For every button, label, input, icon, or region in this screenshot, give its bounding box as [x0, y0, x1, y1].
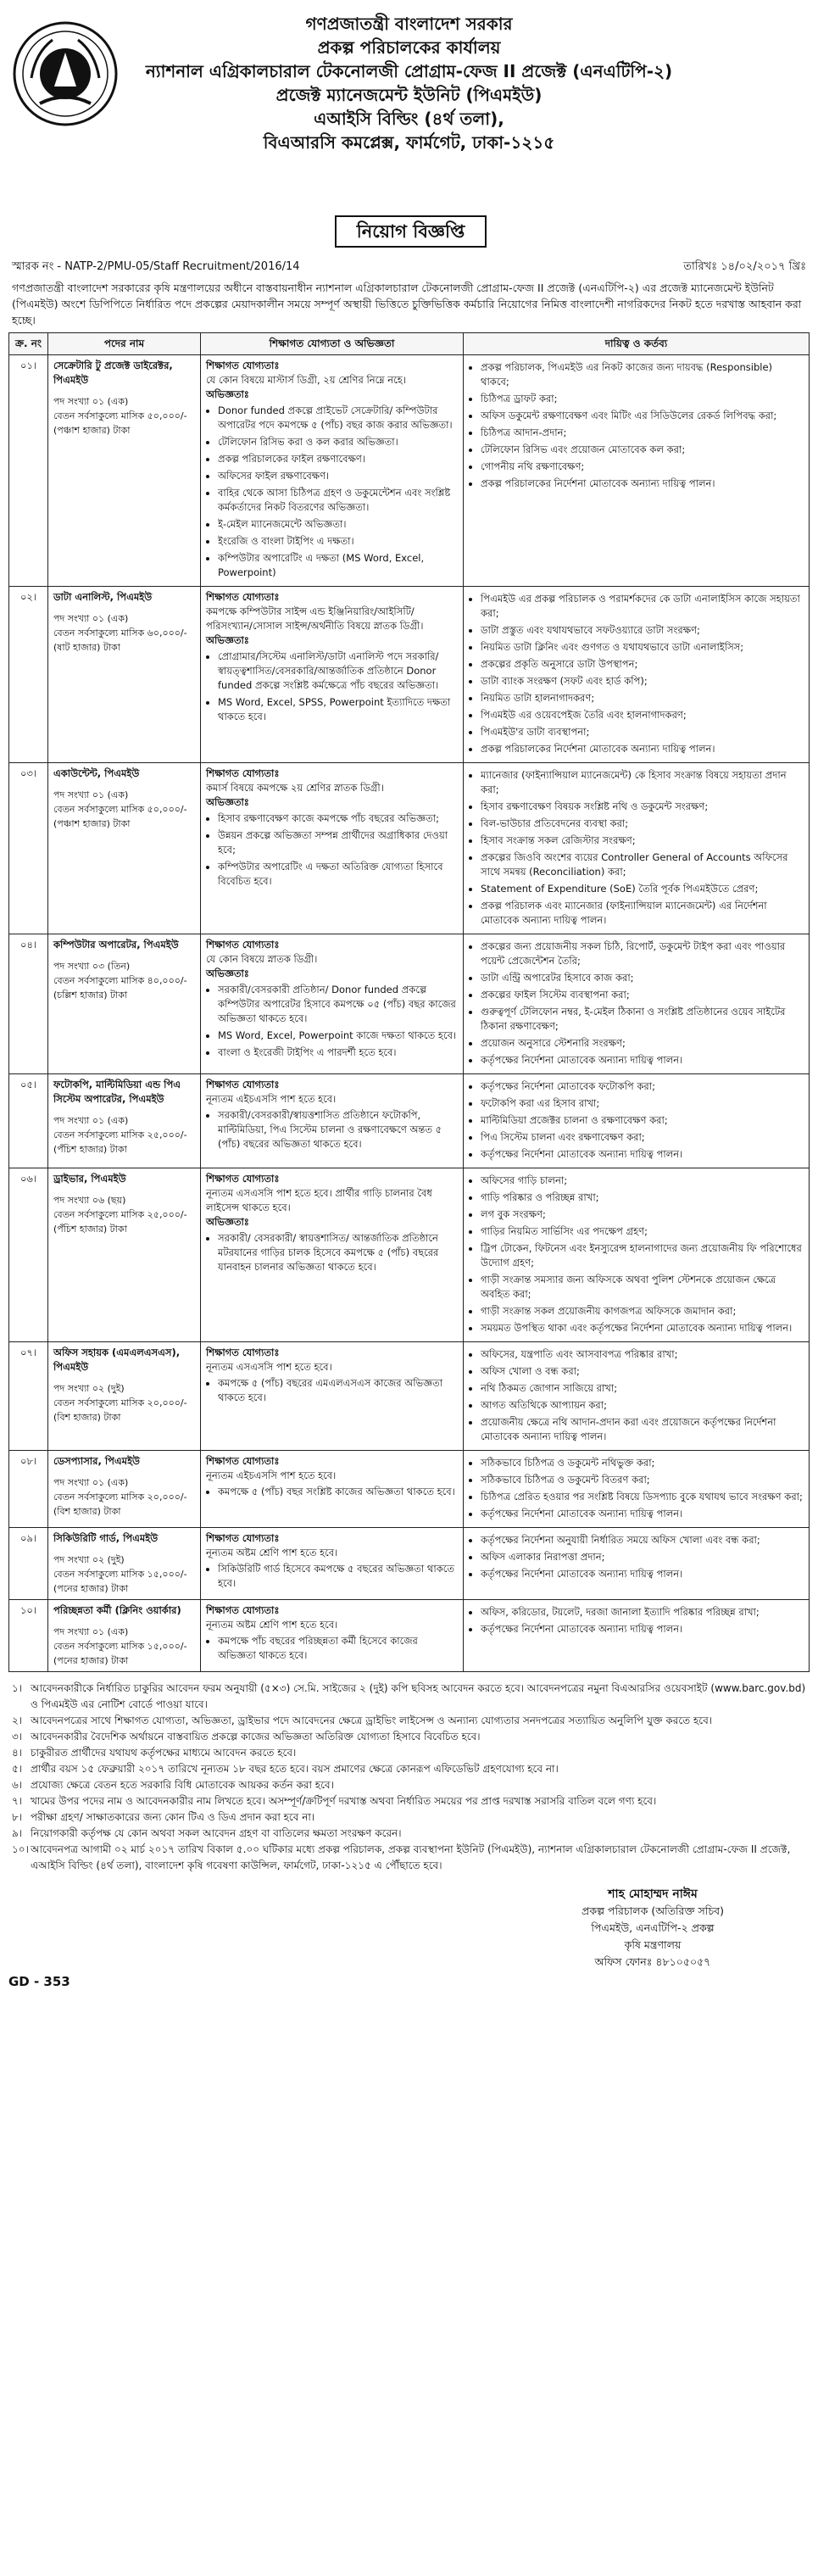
signatory-designation: প্রকল্প পরিচালক (অতিরিক্ত সচিব) [582, 1904, 724, 1917]
condition-number: ৯। [12, 1827, 23, 1839]
table-row [9, 1528, 810, 1600]
condition-text: আবেদনপত্র আগামী ০২ মার্চ ২০১৭ তারিখ বিকাল ৫.০০ ঘটিকার মধ্যে প্রকল্প পরিচালক, প্রকল্প ব্যবস্থাপনা ইউনিট (পিএমইউ), ন্যাশনাল এগ্রিকালচারাল টেকনোলজী প্রোগ্রাম-ফেজ II প্রজেক্ট, এআইসি বিল্ডিং (৪র্থ তলা), বাংলাদেশ কৃষি গবেষণা কাউন্সিল, ফার্মগেট, ঢাকা-১২১৫ এ পৌঁছাতে হবে। [31, 1843, 791, 1871]
qualification-heading: শিক্ষাগত যোগ্যতাঃ [206, 939, 280, 951]
duty-item: • পিএ সিস্টেম চালনা এবং রক্ষণাবেক্ষণ করা; [481, 1130, 804, 1145]
condition-item [8, 1745, 810, 1761]
signature-block [526, 1886, 780, 1971]
qualification-heading: শিক্ষাগত যোগ্যতাঃ [206, 360, 280, 371]
table-row [9, 1451, 810, 1528]
post-salary: বেতন সর্বসাকুল্যে মাসিক ১৫,০০০/- (পনের হাজার) টাকা [53, 1641, 187, 1666]
experience-item: • সরকারী/বেসরকারী প্রতিষ্ঠান/ Donor funded প্রকল্পে কম্পিউটার অপারেটর হিসাবে কমপক্ষে ০৫ (পাঁচ) বছর কাজের অভিজ্ঞতা থাকতে হবে। [218, 983, 458, 1026]
qualification-text: কমার্স বিষয়ে কমপক্ষে ২য় শ্রেণির স্নাতক ডিগ্রী। [206, 782, 384, 794]
condition-number: ৭। [12, 1795, 23, 1807]
duties-cell [464, 763, 810, 934]
duty-item: • ট্রিপ টোকেন, ফিটনেস এবং ইনস্যুরেন্স হালনাগাদের জন্য প্রয়োজনীয় ফি পরিশোধের উদ্যোগ গ্রহণ; [481, 1241, 804, 1270]
experience-item: • প্রকল্প পরিচালকের ফাইল রক্ষণাবেক্ষণ। [218, 452, 458, 466]
qualification-cell [201, 1451, 464, 1528]
duty-item: • ম্যানেজার (ফাইন্যান্সিয়াল ম্যানেজমেন্ট) কে হিসাব সংক্রান্ত বিষয়ে সহায়তা প্রদান করা; [481, 768, 804, 797]
post-count: পদ সংখ্যা ০৬ (ছয়) [53, 1195, 126, 1206]
post-count: পদ সংখ্যা ০১ (এক) [53, 1626, 129, 1637]
duties-cell [464, 1528, 810, 1600]
duty-item: • প্রয়োজনীয় ক্ষেত্রে নথি আদান-প্রদান করা এবং প্রয়োজনে কর্তৃপক্ষের নির্দেশনা মোতাবেক অন্যান্য দায়িত্ব পালন। [481, 1415, 804, 1444]
letterhead-text [127, 12, 691, 154]
duties-cell [464, 1342, 810, 1451]
post-salary: বেতন সর্বসাকুল্যে মাসিক ৫০,০০০/- (পঞ্চাশ হাজার) টাকা [53, 410, 187, 436]
post-name: ড্রাইভার, পিএমইউ [53, 1173, 126, 1185]
duty-item: • লগ বুক সংরক্ষণ; [481, 1207, 804, 1222]
condition-text: আবেদনকারীকে নির্ধারিত চাকুরির আবেদন ফরম অনুযায়ী (৫×৩) সে.মি. সাইজের ২ (দুই) কপি ছবিসহ আবেদন করতে হবে। আবেদনপত্রের নমুনা বিএআরসির ওয়েবসাইট (www.barc.gov.bd) ও পিএমইউ এর নোটিশ বোর্ডে পাওয়া যাবে। [31, 1682, 806, 1710]
post-salary: বেতন সর্বসাকুল্যে মাসিক ২৫,০০০/- (পঁচিশ হাজার) টাকা [53, 1129, 187, 1155]
memo-date: তারিখঃ ১৪/০২/২০১৭ খ্রিঃ [683, 260, 806, 273]
qualification-cell [201, 1528, 464, 1600]
duty-item: • অফিস খোলা ও বন্ধ করা; [481, 1364, 804, 1379]
experience-item: • MS Word, Excel, Powerpoint কাজে দক্ষতা থাকতে হবে। [218, 1029, 458, 1043]
posts-table [8, 332, 810, 1672]
post-name: ফটোকপি, মাল্টিমিডিয়া এন্ড পিএ সিস্টেম অপারেটর, পিএমইউ [53, 1079, 181, 1105]
qualification-text: নূন্যতম এসএসসি পাশ হতে হবে। [206, 1361, 332, 1373]
duty-item: • প্রকল্প পরিচালকের নির্দেশনা মোতাবেক অন্যান্য দায়িত্ব পালন। [481, 742, 804, 756]
duty-item: • বিল-ভাউচার প্রতিবেদনের ব্যবস্থা করা; [481, 817, 804, 831]
post-count: পদ সংখ্যা ০৩ (তিন) [53, 961, 131, 972]
duty-item: • প্রকল্পের জন্য প্রয়োজনীয় সকল চিঠি, রিপোর্ট, ডকুমেন্ট টাইপ করা এবং পাওয়ার পয়েন্ট প্রেজেন্টেশন তৈরি; [481, 940, 804, 968]
letterhead [0, 0, 818, 212]
experience-item: • MS Word, Excel, SPSS, Powerpoint ইত্যাদিতে দক্ষতা থাকতে হবে। [218, 695, 458, 724]
duty-item: • আগত অতিথিকে আপ্যায়ন করা; [481, 1398, 804, 1413]
experience-item: • বাহির থেকে আসা চিঠিপত্র গ্রহণ ও ডকুমেন্টেশন এবং সংশ্লিষ্ট কর্মকর্তাদের নিকট বিতরণের অভিজ্ঞতা। [218, 486, 458, 515]
experience-item: • কম্পিউটার অপারেটিং এ দক্ষতা (MS Word, Excel, Powerpoint) [218, 551, 458, 580]
post-name: ডেসপ্যাসার, পিএমইউ [53, 1455, 141, 1467]
condition-item [8, 1842, 810, 1874]
table-row [9, 1168, 810, 1342]
qualification-text: যে কোন বিষয়ে স্নাতক ডিগ্রী। [206, 953, 318, 965]
post-cell [48, 1528, 201, 1600]
post-count: পদ সংখ্যা ০১ (এক) [53, 396, 129, 407]
duty-item: • সঠিকভাবে চিঠিপত্র ও ডকুমেন্ট নথিভুক্ত করা; [481, 1456, 804, 1470]
table-row [9, 587, 810, 763]
qualification-cell [201, 355, 464, 587]
duty-item: • ডাটা এন্ট্রি অপারেটর হিসাবে কাজ করা; [481, 971, 804, 985]
post-salary: বেতন সর্বসাকুল্যে মাসিক ১৫,০০০/- (পনের হাজার) টাকা [53, 1569, 187, 1594]
duty-item: • চিঠিপত্র প্রেরিত হওয়ার পর সংশ্লিষ্ট বিষয়ে ডিসপ্যাচ বুকে যথাযথ ভাবে সংরক্ষণ করা; [481, 1490, 804, 1504]
condition-text: প্রার্থীর বয়স ১৫ ফেব্রুয়ারী ২০১৭ তারিখে নূন্যতম ১৮ বছর হতে হবে। বয়স প্রমাণের ক্ষেত্রে কোনরূপ এফিডেভিট গ্রহণযোগ্য হবে না। [31, 1763, 559, 1775]
duties-list [469, 1605, 804, 1636]
duties-cell [464, 1074, 810, 1168]
col-header-sl: ক্র. নং [9, 333, 48, 355]
duty-item: • পিএমইউ এর ওয়েবপেইজ তৈরি এবং হালনাগাদকরণ; [481, 708, 804, 722]
duties-list [469, 1079, 804, 1162]
experience-list [206, 1562, 458, 1591]
qualification-text: নূন্যতম এসএসসি পাশ হতে হবে। প্রার্থীর গাড়ি চালনার বৈধ লাইসেন্স থাকতে হবে। [206, 1187, 432, 1213]
memo-reference: স্মারক নং - NATP-2/PMU-05/Staff Recruitment/2016/14 [12, 260, 300, 273]
post-salary: বেতন সর্বসাকুল্যে মাসিক ৫০,০০০/- (পঞ্চাশ হাজার) টাকা [53, 804, 187, 829]
qualification-cell [201, 1600, 464, 1672]
condition-text: চাকুরীরত প্রার্থীদের যথাযথ কর্তৃপক্ষের মাধ্যমে আবেদন করতে হবে। [31, 1747, 297, 1759]
post-name: সিকিউরিটি গার্ড, পিএমইউ [53, 1532, 159, 1544]
duty-item: • নিয়মিত ডাটা ক্লিনিং এবং গুণগত ও যথাযথভাবে ডাটা এনালাইসিস; [481, 640, 804, 655]
experience-item: • কম্পিউটার অপারেটিং এ দক্ষতা অতিরিক্ত যোগ্যতা হিসাবে বিবেচিত হবে। [218, 860, 458, 889]
post-serial: ০৮। [9, 1451, 48, 1528]
condition-number: ২। [12, 1715, 23, 1726]
post-cell [48, 587, 201, 763]
condition-item [8, 1681, 810, 1713]
condition-item [8, 1826, 810, 1842]
duties-list [469, 1456, 804, 1521]
duties-cell [464, 1600, 810, 1672]
government-emblem-icon [10, 19, 120, 129]
qualification-text: নূন্যতম অষ্টম শ্রেণি পাশ হতে হবে। [206, 1619, 338, 1631]
experience-item: • সরকারী/ বেসরকারী/ স্বায়ত্তশাসিত/ আন্তর্জাতিক প্রতিষ্ঠানে মটরযানের গাড়ির চালক হিসেবে কমপক্ষে ৫ (পাঁচ) বছরের যানবাহন চালনার অভিজ্ঞতা থাকতে হবে। [218, 1231, 458, 1274]
duties-cell [464, 1451, 810, 1528]
post-salary: বেতন সর্বসাকুল্যে মাসিক ৪০,০০০/- (চল্লিশ হাজার) টাকা [53, 975, 187, 1001]
duties-cell [464, 1168, 810, 1342]
experience-list [206, 1485, 458, 1499]
duty-item: • অফিসের, যন্ত্রপাতি এবং আসবাবপত্র পরিষ্কার রাখা; [481, 1347, 804, 1362]
duty-item: • পিএমইউ'র ডাটা ব্যবস্থাপনা; [481, 725, 804, 739]
experience-list [206, 1376, 458, 1405]
duties-list [469, 1174, 804, 1335]
post-serial: ০২। [9, 587, 48, 763]
table-row [9, 355, 810, 587]
duties-list [469, 940, 804, 1068]
duty-item: • অফিসের গাড়ি চালনা; [481, 1174, 804, 1188]
duty-item: • গাড়ী সংক্রান্ত সকল প্রয়োজনীয় কাগজপত্র অফিসকে জমাদান করা; [481, 1304, 804, 1319]
experience-item: • ইংরেজি ও বাংলা টাইপিং এ দক্ষতা। [218, 534, 458, 549]
qualification-text: নূন্যতম অষ্টম শ্রেণি পাশ হতে হবে। [206, 1547, 338, 1558]
experience-item: • টেলিফোন রিসিভ করা ও কল করার অভিজ্ঞতা। [218, 435, 458, 449]
qualification-text: যে কোন বিষয়ে মাস্টার্স ডিগ্রী, ২য় শ্রেণির নিম্নে নহে। [206, 374, 406, 386]
experience-heading: অভিজ্ঞতাঃ [206, 967, 249, 979]
experience-item: • কমপক্ষে ৫ (পাঁচ) বছর সংশ্লিষ্ট কাজের অভিজ্ঞতা থাকতে হবে। [218, 1485, 458, 1499]
post-salary: বেতন সর্বসাকুল্যে মাসিক ৬০,০০০/- (ষাট হাজার) টাকা [53, 627, 187, 653]
duty-item: • মাল্টিমিডিয়া প্রজেক্টর চালনা ও রক্ষণাবেক্ষণ করা; [481, 1113, 804, 1128]
intro-paragraph: গণপ্রজাতন্ত্রী বাংলাদেশ সরকারের কৃষি মন্ত্রণালয়ের অধীনে বাস্তবায়নাধীন ন্যাশনাল এগ্রিকালচারাল টেকনোলজী প্রোগ্রাম-ফেজ II প্রজেক্ট (এনএটিপি-২) এর প্রজেক্ট ম্যানেজমেন্ট ইউনিট (পিএমইউ) অংশে ডিপিপিতে নির্ধারিত পদে প্রকল্পের মেয়াদকালীন সময়ে সম্পূর্ণ অস্থায়ী ভিত্তিতে চুক্তিভিত্তিক কর্মচারি নিয়োগের নিমিত্ত বাংলাদেশী নাগরিকদের নিকট হতে দরখাস্ত আহবান করা হচ্ছে। [12, 282, 802, 326]
condition-number: ১০। [12, 1843, 29, 1855]
duty-item: • পিএমইউ এর প্রকল্প পরিচালক ও পরামর্শকদের কে ডাটা এনালাইসিস কাজে সহায়তা করা; [481, 592, 804, 621]
condition-number: ৬। [12, 1779, 23, 1791]
table-row [9, 763, 810, 934]
duty-item: • কর্তৃপক্ষের নির্দেশনা মোতাবেক অন্যান্য দায়িত্ব পালন। [481, 1053, 804, 1068]
table-row [9, 1600, 810, 1672]
condition-text: খামের উপর পদের নাম ও আবেদনকারীর নাম লিখতে হবে। অসম্পূর্ণ/ক্রটিপূর্ণ দরখাস্ত অথবা নির্ধারিত সময়ের পর প্রাপ্ত দরখাস্ত সরাসরি বাতিল বলে গণ্য হবে। [31, 1795, 657, 1807]
duties-list [469, 592, 804, 756]
post-name: ডাটা এনালিস্ট, পিএমইউ [53, 591, 153, 603]
table-row [9, 934, 810, 1074]
duty-item: • নথি ঠিকমত জোগান সাজিয়ে রাখা; [481, 1381, 804, 1396]
table-header-row [9, 333, 810, 355]
post-count: পদ সংখ্যা ০১ (এক) [53, 1477, 129, 1488]
post-serial: ০৪। [9, 934, 48, 1074]
post-name: কম্পিউটার অপারেটর, পিএমইউ [53, 939, 179, 951]
post-count: পদ সংখ্যা ০২ (দুই) [53, 1554, 125, 1565]
duty-item: • গোপনীয় নথি রক্ষণাবেক্ষণ; [481, 460, 804, 474]
qualification-text: কমপক্ষে কম্পিউটার সাইন্স এন্ড ইঞ্জিনিয়ারিং/আইসিটি/ পরিসংখ্যান/সোসাল সাইন্স/অর্থনীতি বিষয়ে স্নাতক ডিগ্রী। [206, 605, 424, 632]
unit-name: প্রজেক্ট ম্যানেজমেন্ট ইউনিট (পিএমইউ) [275, 85, 543, 105]
duty-item: • নিয়মিত ডাটা হালনাগাদকরণ; [481, 691, 804, 705]
duty-item: • চিঠিপত্র আদান-প্রদান; [481, 426, 804, 440]
duty-item: • কর্তৃপক্ষের নির্দেশনা অনুযায়ী নির্ধারিত সময়ে অফিস খোলা এবং বন্ধ করা; [481, 1533, 804, 1547]
qualification-cell [201, 1074, 464, 1168]
post-serial: ১০। [9, 1600, 48, 1672]
duty-item: • কর্তৃপক্ষের নির্দেশনা মোতাবেক ফটোকপি করা; [481, 1079, 804, 1094]
post-cell [48, 1342, 201, 1451]
duties-cell [464, 587, 810, 763]
condition-number: ৫। [12, 1763, 23, 1775]
duties-list [469, 1533, 804, 1581]
post-count: পদ সংখ্যা ০১ (এক) [53, 789, 129, 800]
experience-list [206, 1634, 458, 1663]
duty-item: • প্রকল্পের জিওবি অংশের ব্যয়ের Controller General of Accounts অফিসের সাথে সমন্বয় (Reconciliation) করা; [481, 850, 804, 879]
conditions-list [8, 1681, 810, 1874]
qualification-cell [201, 1342, 464, 1451]
post-cell [48, 1168, 201, 1342]
qualification-text: নূন্যতম এইচএসসি পাশ হতে হবে। [206, 1469, 337, 1481]
condition-number: ৩। [12, 1731, 23, 1742]
post-cell [48, 1451, 201, 1528]
post-cell [48, 355, 201, 587]
condition-text: পরীক্ষা গ্রহণ/ সাক্ষাতকারের জন্য কোন টিএ ও ডিএ প্রদান করা হবে না। [31, 1811, 315, 1823]
duty-item: • প্রয়োজন অনুসারে স্টেশনারি সংরক্ষণ; [481, 1036, 804, 1051]
posts-table-body [9, 355, 810, 1672]
duty-item: • প্রকল্প পরিচালক এবং ম্যানেজার (ফাইন্যান্সিয়াল ম্যানেজমেন্ট) এর নির্দেশনা মোতাবেক অন্যান্য দায়িত্ব পালন। [481, 899, 804, 928]
duty-item: • কর্তৃপক্ষের নির্দেশনা মোতাবেক অন্যান্য দায়িত্ব পালন। [481, 1622, 804, 1636]
duty-item: • প্রকল্প পরিচালক, পিএমইউ এর নিকট কাজের জন্য দায়বদ্ধ (Responsible) থাকবে; [481, 360, 804, 389]
experience-list [206, 1108, 458, 1151]
duty-item: • কর্তৃপক্ষের নির্দেশনা মোতাবেক অন্যান্য দায়িত্ব পালন। [481, 1147, 804, 1162]
condition-number: ৮। [12, 1811, 23, 1823]
duty-item: • প্রকল্প পরিচালকের নির্দেশনা মোতাবেক অন্যান্য দায়িত্ব পালন। [481, 477, 804, 491]
duty-item: • ফটোকপি করা এর হিসাব রাখা; [481, 1096, 804, 1111]
duty-item: • প্রকল্পের প্রকৃতি অনুসারে ডাটা উপস্থাপন; [481, 657, 804, 672]
govt-name: গণপ্রজাতন্ত্রী বাংলাদেশ সরকার [305, 14, 513, 34]
post-name: একাউন্টেন্ট, পিএমইউ [53, 767, 140, 779]
signatory-office: পিএমইউ, এনএটিপি-২ প্রকল্প [591, 1921, 715, 1934]
post-salary: বেতন সর্বসাকুল্যে মাসিক ২০,০০০/- (বিশ হাজার) টাকা [53, 1397, 187, 1423]
post-cell [48, 1074, 201, 1168]
post-name: সেক্রেটারি টু প্রজেক্ট ডাইরেক্টর, পিএমইউ [53, 360, 173, 386]
qualification-heading: শিক্ষাগত যোগ্যতাঃ [206, 591, 280, 603]
table-row [9, 1074, 810, 1168]
duty-item: • সময়মত উপস্থিত থাকা এবং কর্তৃপক্ষের নির্দেশনা মোতাবেক অন্যান্য দায়িত্ব পালন। [481, 1321, 804, 1335]
condition-text: আবেদনপত্রের সাথে শিক্ষাগত যোগ্যতা, অভিজ্ঞতা, ড্রাইভার পদে আবেদনের ক্ষেত্রে ড্রাইভিং লাইসেন্স ও অন্যান্য যোগ্যতার সনদপত্রের সত্যায়িত অনুলিপি যুক্ত করতে হবে। [31, 1715, 713, 1726]
qualification-cell [201, 934, 464, 1074]
gd-number: GD - 353 [8, 1974, 70, 1989]
duty-item: • কর্তৃপক্ষের নির্দেশনা মোতাবেক অন্যান্য দায়িত্ব পালন। [481, 1507, 804, 1521]
duties-list [469, 360, 804, 491]
duties-cell [464, 934, 810, 1074]
duty-item: • হিসাব সংক্রান্ত সকল রেজিস্টার সংরক্ষণ; [481, 834, 804, 848]
duty-item: • গাড়ী সংক্রান্ত সমস্যার জন্য অফিসকে অথবা পুলিশ স্টেশনকে প্রয়োজন ক্ষেত্রে অবহিত করা; [481, 1273, 804, 1302]
post-serial: ০৯। [9, 1528, 48, 1600]
post-cell [48, 1600, 201, 1672]
qualification-heading: শিক্ষাগত যোগ্যতাঃ [206, 1532, 280, 1544]
qualification-heading: শিক্ষাগত যোগ্যতাঃ [206, 1604, 280, 1616]
post-count: পদ সংখ্যা ০১ (এক) [53, 613, 129, 624]
qualification-heading: শিক্ষাগত যোগ্যতাঃ [206, 1347, 280, 1358]
post-name: পরিচ্ছন্নতা কর্মী (ক্লিনিং ওয়ার্কার) [53, 1604, 181, 1616]
condition-item [8, 1729, 810, 1745]
condition-item [8, 1713, 810, 1729]
qualification-cell [201, 763, 464, 934]
project-name: ন্যাশনাল এগ্রিকালচারাল টেকনোলজী প্রোগ্রাম-ফেজ II প্রজেক্ট (এনএটিপি-২) [145, 61, 673, 81]
condition-item [8, 1793, 810, 1809]
duties-list [469, 1347, 804, 1444]
duties-list [469, 768, 804, 928]
experience-list [206, 983, 458, 1060]
condition-text: নিয়োগকারী কর্তৃপক্ষ যে কোন অথবা সকল আবেদন গ্রহণ বা বাতিলের ক্ষমতা সংরক্ষণ করেন। [31, 1827, 402, 1839]
duty-item: • গাড়ির নিয়মিত সার্ভিসিং এর পদক্ষেপ গ্রহণ; [481, 1224, 804, 1239]
address-line-2: বিএআরসি কমপ্লেক্স, ফার্মগেট, ঢাকা-১২১৫ [263, 132, 555, 153]
post-cell [48, 934, 201, 1074]
post-count: পদ সংখ্যা ০২ (দুই) [53, 1383, 125, 1394]
signatory-name: শাহ মোহাম্মদ নাঈম [608, 1887, 698, 1901]
duty-item: • প্রকল্পের ফাইল সিস্টেম ব্যবস্থাপনা করা; [481, 988, 804, 1002]
post-serial: ০৩। [9, 763, 48, 934]
col-header-post: পদের নাম [48, 333, 201, 355]
post-count: পদ সংখ্যা ০১ (এক) [53, 1115, 129, 1126]
experience-item: • অফিসের ফাইল রক্ষণাবেক্ষণ। [218, 469, 458, 483]
qualification-heading: শিক্ষাগত যোগ্যতাঃ [206, 1455, 280, 1467]
experience-item: • কমপক্ষে ৫ (পাঁচ) বছরের এমএলএসএস কাজের অভিজ্ঞতা থাকতে হবে। [218, 1376, 458, 1405]
duty-item: • গুরুত্বপূর্ণ টেলিফোন নম্বর, ই-মেইল ঠিকানা ও সংশ্লিষ্ট প্রতিষ্ঠানের ওয়েব সাইটের ঠিকানা রক্ষণাবেক্ষণ; [481, 1005, 804, 1034]
experience-heading: অভিজ্ঞতাঃ [206, 634, 249, 646]
experience-list [206, 650, 458, 724]
experience-item: • কমপক্ষে পাঁচ বছরের পরিচ্ছন্নতা কর্মী হিসেবে কাজের অভিজ্ঞতা থাকতে হবে। [218, 1634, 458, 1663]
experience-item: • ই-মেইল ম্যানেজমেন্টে অভিজ্ঞতা। [218, 517, 458, 532]
experience-item: • সরকারী/বেসরকারী/স্বায়ত্তশাসিত প্রতিষ্ঠানে ফটোকপি, মাল্টিমিডিয়া, পিএ সিস্টেম চালনা ও রক্ষণাবেক্ষণে অন্তত ৫ (পাঁচ) বছরের অভিজ্ঞতা থাকতে হবে। [218, 1108, 458, 1151]
experience-heading: অভিজ্ঞতাঃ [206, 796, 249, 808]
duty-item: • গাড়ি পরিষ্কার ও পরিচ্ছন্ন রাখা; [481, 1190, 804, 1205]
duty-item: • অফিস, করিডোর, টয়লেট, দরজা জানালা ইত্যাদি পরিষ্কার পরিচ্ছন্ন রাখা; [481, 1605, 804, 1620]
duty-item: • Statement of Expenditure (SoE) তৈরি পূর্বক পিএমইউতে প্রেরণ; [481, 882, 804, 896]
qualification-cell [201, 1168, 464, 1342]
office-name: প্রকল্প পরিচালকের কার্যালয় [317, 37, 501, 58]
condition-number: ১। [12, 1682, 23, 1694]
condition-text: আবেদনকারীর বৈদেশিক অর্থায়নে বাস্তবায়িত প্রকল্পে কাজের অভিজ্ঞতা অতিরিক্ত যোগ্যতা হিসাবে বিবেচিত হবে। [31, 1731, 481, 1742]
experience-item: • Donor funded প্রকল্পে প্রাইভেট সেক্রেটারি/ কম্পিউটার অপারেটর পদে কমপক্ষে ৫ (পাঁচ) বছর কাজ করার অভিজ্ঞতা। [218, 404, 458, 432]
signatory-ministry: কৃষি মন্ত্রণালয় [624, 1938, 682, 1951]
address-line-1: এআইসি বিল্ডিং (৪র্থ তলা), [314, 109, 504, 129]
table-row [9, 1342, 810, 1451]
duty-item: • সঠিকভাবে চিঠিপত্র ও ডকুমেন্ট বিতরণ করা; [481, 1473, 804, 1487]
experience-item: • হিসাব রক্ষণাবেক্ষণ কাজে কমপক্ষে পাঁচ বছরের অভিজ্ঞতা; [218, 811, 458, 826]
post-cell [48, 763, 201, 934]
experience-list [206, 1231, 458, 1274]
experience-list [206, 811, 458, 889]
experience-item: • বাংলা ও ইংরেজী টাইপিং এ পারদর্শী হতে হবে। [218, 1045, 458, 1060]
condition-item [8, 1809, 810, 1826]
notice-title: নিয়োগ বিজ্ঞপ্তি [335, 215, 487, 248]
experience-item: • প্রোগ্রামার/সিস্টেম এনালিস্ট/ডাটা এনালিস্ট পদে সরকারি/ স্বায়ত্ত্বশাসিত/বেসরকারি/আন্তর্জাতিক প্রতিষ্ঠানে Donor funded প্রকল্পে সংশ্লিষ্ট কর্মক্ষেত্রে পাঁচ বছরের অভিজ্ঞতা। [218, 650, 458, 693]
duties-cell [464, 355, 810, 587]
signatory-phone: অফিস ফোনঃ ৪৮১০৫০৫৭ [594, 1955, 711, 1968]
experience-heading: অভিজ্ঞতাঃ [206, 1216, 249, 1228]
condition-number: ৪। [12, 1747, 23, 1759]
post-salary: বেতন সর্বসাকুল্যে মাসিক ২০,০০০/- (বিশ হাজার) টাকা [53, 1492, 187, 1517]
qualification-cell [201, 587, 464, 763]
post-serial: ০৫। [9, 1074, 48, 1168]
duty-item: • চিঠিপত্র ড্রাফট করা; [481, 392, 804, 406]
experience-list [206, 404, 458, 580]
experience-heading: অভিজ্ঞতাঃ [206, 388, 249, 400]
col-header-qualification: শিক্ষাগত যোগ্যতা ও অভিজ্ঞতা [201, 333, 464, 355]
duty-item: • টেলিফোন রিসিভ এবং প্রয়োজন মোতাবেক কল করা; [481, 443, 804, 457]
condition-text: প্রযোজ্য ক্ষেত্রে বেতন হতে সরকারি বিধি মোতাবেক আয়কর কর্তন করা হবে। [31, 1779, 334, 1791]
duty-item: • অফিস ডকুমেন্ট রক্ষণাবেক্ষণ এবং মিটিং এর সিডিউলের রেকর্ড লিপিবদ্ধ করা; [481, 409, 804, 423]
post-name: অফিস সহায়ক (এমএলএসএস), পিএমইউ [53, 1347, 181, 1373]
post-serial: ০৭। [9, 1342, 48, 1451]
post-serial: ০১। [9, 355, 48, 587]
qualification-heading: শিক্ষাগত যোগ্যতাঃ [206, 767, 280, 779]
post-serial: ০৬। [9, 1168, 48, 1342]
duty-item: • হিসাব রক্ষণাবেক্ষণ বিষয়ক সংশ্লিষ্ট নথি ও ডকুমেন্ট সংরক্ষণ; [481, 800, 804, 814]
experience-item: • সিকিউরিটি গার্ড হিসেবে কমপক্ষে ৫ বছরের অভিজ্ঞতা থাকতে হবে। [218, 1562, 458, 1591]
qualification-heading: শিক্ষাগত যোগ্যতাঃ [206, 1173, 280, 1185]
duty-item: • অফিস এলাকার নিরাপত্তা প্রদান; [481, 1550, 804, 1564]
duty-item: • ডাটা প্রস্তুত এবং যথাযথভাবে সফটওয়্যারে ডাটা সংরক্ষণ; [481, 623, 804, 638]
duty-item: • ডাটা ব্যাংক সংরক্ষণ (সফট এবং হার্ড কপি); [481, 674, 804, 689]
condition-item [8, 1777, 810, 1793]
post-salary: বেতন সর্বসাকুল্যে মাসিক ২৫,০০০/- (পঁচিশ হাজার) টাকা [53, 1209, 187, 1235]
experience-item: • উন্নয়ন প্রকল্পে অভিজ্ঞতা সম্পন্ন প্রার্থীদের অগ্রাধিকার দেওয়া হবে; [218, 828, 458, 857]
col-header-duties: দায়িত্ব ও কর্তব্য [464, 333, 810, 355]
qualification-heading: শিক্ষাগত যোগ্যতাঃ [206, 1079, 280, 1090]
qualification-text: নূন্যতম এইচএসসি পাশ হতে হবে। [206, 1093, 337, 1105]
duty-item: • কর্তৃপক্ষের নির্দেশনা মোতাবেক অন্যান্য দায়িত্ব পালন। [481, 1567, 804, 1581]
condition-item [8, 1761, 810, 1777]
